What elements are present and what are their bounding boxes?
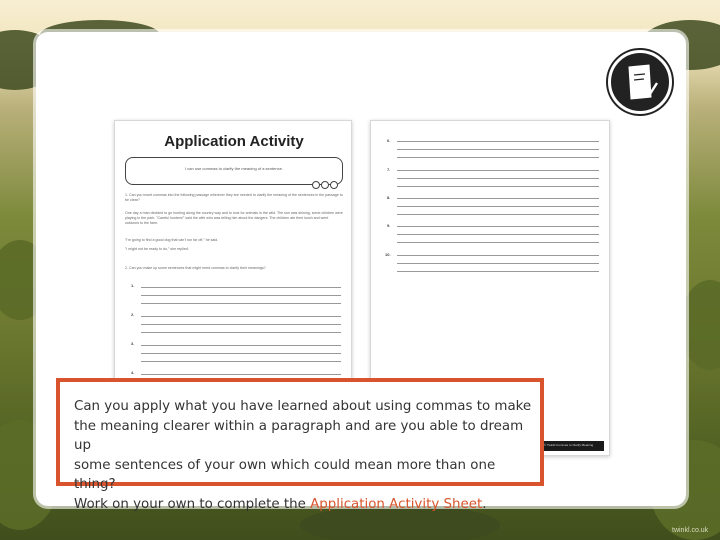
writing-line[interactable]: [397, 271, 599, 272]
worksheet-page-1: [114, 120, 352, 382]
answer-number: 7.: [387, 167, 391, 172]
watermark: twinkl.co.uk: [672, 527, 709, 534]
objective-text: I can use commas to clarify the meaning of a sentence.: [185, 166, 283, 171]
answer-number: 1.: [131, 283, 135, 288]
instruction-text: [74, 397, 534, 514]
writing-line[interactable]: [141, 287, 341, 288]
instruction-line-2: the meaning clearer within a paragraph and are you able to dream up: [74, 418, 524, 453]
application-activity-sheet-link[interactable]: Application Activity Sheet: [310, 496, 483, 512]
writing-line[interactable]: [397, 178, 599, 179]
writing-line[interactable]: [141, 361, 341, 362]
instruction-line-4: Work on your own to complete the Application Activity Sheet.: [74, 496, 487, 512]
writing-line[interactable]: [141, 303, 341, 304]
worksheet-check-icon: [608, 50, 672, 114]
writing-line[interactable]: [141, 345, 341, 346]
passage-text: One day a man decided to go hunting along the country way and to look for animals in the wild. The sun was shining, some children were playing in the park. "Careful hunters!" said the wife who was telling him about the dangers. The children ate their lunch and went outdoors to the farm.: [125, 211, 343, 225]
writing-line[interactable]: [141, 295, 341, 296]
answer-number: 3.: [131, 341, 135, 346]
writing-line[interactable]: [397, 157, 599, 158]
question-1: 1. Can you insert commas into the following passage wherever they are needed to clarify the meaning of the sentences in the passage to be clear?: [125, 193, 343, 202]
worksheet-title: Application Activity: [164, 133, 304, 150]
answer-number: 6.: [387, 138, 391, 143]
question-2: 2. Can you make up some sentences that might need commas to clarify their meanings?: [125, 266, 266, 270]
writing-line[interactable]: [397, 234, 599, 235]
writing-line[interactable]: [141, 353, 341, 354]
instruction-line-1: Can you apply what you have learned about using commas to make: [74, 399, 532, 414]
worksheet-footer: © Twinkl Commas to Clarify Meaning: [542, 441, 604, 451]
writing-line[interactable]: [397, 255, 599, 256]
passage-quote-2: "I might not be ready to do," she replied.: [125, 247, 189, 251]
writing-line[interactable]: [397, 242, 599, 243]
answer-number: 9.: [387, 223, 391, 228]
answer-number: 10.: [385, 252, 391, 257]
writing-line[interactable]: [141, 324, 341, 325]
writing-line[interactable]: [397, 214, 599, 215]
instruction-line-3: some sentences of your own which could mean more than one thing?: [74, 457, 496, 492]
writing-line[interactable]: [397, 149, 599, 150]
writing-line[interactable]: [397, 170, 599, 171]
writing-line[interactable]: [397, 141, 599, 142]
writing-line[interactable]: [397, 186, 599, 187]
answer-number: 8.: [387, 195, 391, 200]
passage-quote-1: "I'm going to find a good dog that can't run far off," he said.: [125, 238, 219, 242]
writing-line[interactable]: [397, 206, 599, 207]
writing-line[interactable]: [141, 374, 341, 375]
writing-line[interactable]: [397, 198, 599, 199]
writing-line[interactable]: [397, 226, 599, 227]
objective-box: [125, 157, 343, 185]
writing-line[interactable]: [141, 332, 341, 333]
writing-line[interactable]: [397, 263, 599, 264]
writing-line[interactable]: [141, 316, 341, 317]
background-foliage: [680, 280, 720, 370]
answer-number: 2.: [131, 312, 135, 317]
rating-circles: [312, 181, 338, 189]
instruction-callout: [56, 378, 544, 512]
answer-number: 4.: [131, 370, 135, 375]
